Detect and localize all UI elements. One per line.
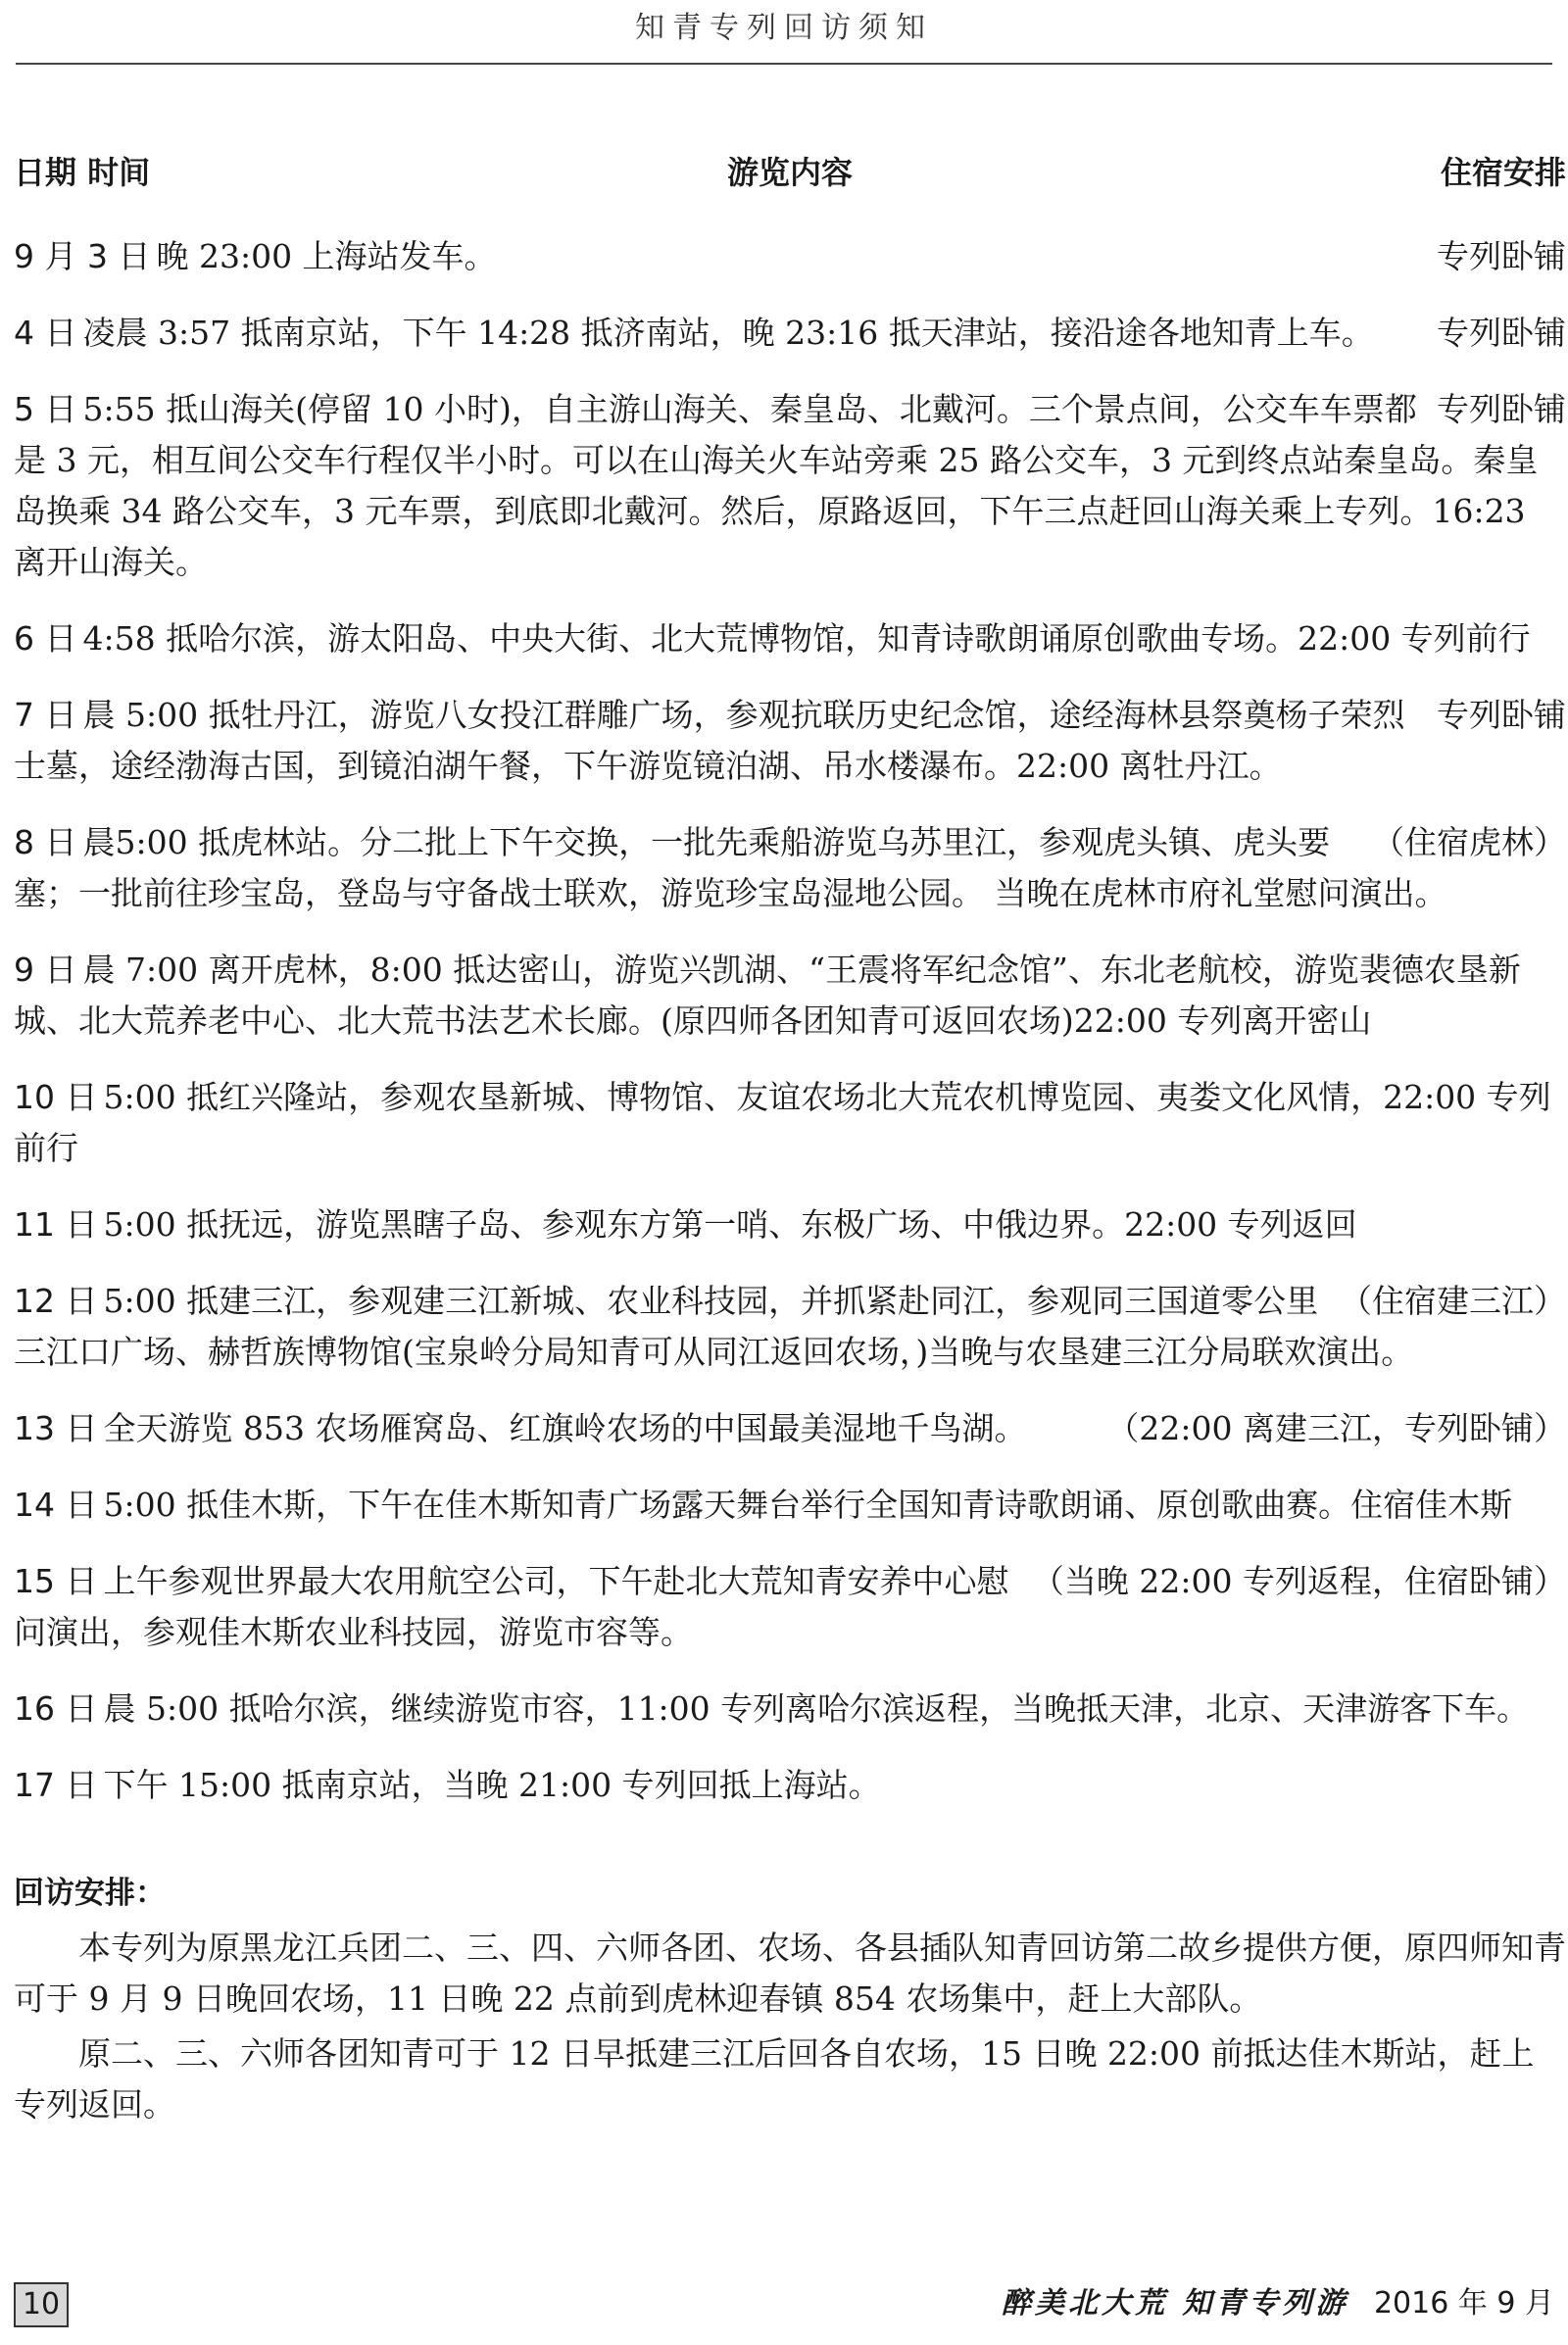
itinerary-list [14, 231, 1566, 1811]
header-divider [16, 63, 1552, 65]
entry-day: 5 日 [14, 390, 77, 428]
entry-text: 凌晨 3:57 抵南京站，下午 14:28 抵济南站，晚 23:16 抵天津站，接沿途各地知青上车。 [82, 314, 1374, 352]
entry-lodging: （住宿虎林） [1372, 823, 1566, 861]
column-lodging: 住宿安排 [1440, 154, 1566, 191]
itinerary-entry [14, 817, 1566, 919]
entry-text: 晚 23:00 上海站发车。 [156, 237, 497, 275]
entry-text: 下午 15:00 抵南京站，当晚 21:00 专列回抵上海站。 [103, 1766, 881, 1804]
entry-day: 10 日 [14, 1078, 98, 1116]
entry-text: 晨 5:00 抵哈尔滨，继续游览市容，11:00 专列离哈尔滨返程，当晚抵天津，北京、天津游客下车。 [103, 1689, 1530, 1728]
entry-text: 5:00 抵抚远，游览黑瞎子岛、参观东方第一哨、东极广场、中俄边界。22:00 专列返回 [103, 1205, 1357, 1244]
magazine-title: 醉美北大荒 知青专列游 [1001, 2286, 1349, 2321]
itinerary-entry [14, 308, 1566, 359]
itinerary-entry [14, 613, 1566, 664]
itinerary-entry [14, 231, 1566, 282]
itinerary-entry [14, 1276, 1566, 1378]
entry-text: 晨5:00 抵虎林站。分二批上下午交换，一批先乘船游览乌苏里江，参观虎头镇、虎头要塞；一批前往珍宝岛，登岛与守备战士联欢，游览珍宝岛湿地公园。 当晚在虎林市府礼堂慰问演出。 [14, 823, 1447, 912]
entry-day: 14 日 [14, 1486, 98, 1524]
entry-text: 5:55 抵山海关(停留 10 小时)，自主游山海关、秦皇岛、北戴河。三个景点间，公交车车票都是 3 元，相互间公交车行程仅半小时。可以在山海关火车站旁乘 25 路公交车，3 元到终点站秦皇岛。秦皇岛换乘 34 路公交车，3 元车票，到底即北戴河。然后，原路返回，下午三点赶回山海关乘上专列。16:23 离开山海关。 [14, 390, 1539, 581]
itinerary-entry [14, 1403, 1566, 1454]
entry-day: 12 日 [14, 1282, 98, 1320]
visit-arrangement-body [14, 1923, 1566, 2130]
entry-text: 全天游览 853 农场雁窝岛、红旗岭农场的中国最美湿地千鸟湖。 [103, 1409, 1027, 1447]
entry-day: 16 日 [14, 1689, 98, 1728]
entry-day: 11 日 [14, 1205, 98, 1244]
itinerary-entry [14, 1072, 1566, 1174]
issue-date: 2016 年 9 月 [1373, 2286, 1554, 2321]
entry-day: 15 日 [14, 1562, 98, 1600]
entry-lodging: （22:00 离建三江，专列卧铺） [1106, 1409, 1566, 1447]
itinerary-entry [14, 1556, 1566, 1658]
itinerary-entry [14, 690, 1566, 792]
visit-paragraph: 原二、三、六师各团知青可于 12 日早抵建三江后回各自农场，15 日晚 22:00 前抵达佳木斯站，赶上专列返回。 [14, 2034, 1535, 2124]
entry-lodging: （当晚 22:00 专列返程，住宿卧铺） [1031, 1562, 1566, 1600]
entry-day: 13 日 [14, 1409, 98, 1447]
page-footer [14, 2282, 1554, 2325]
itinerary-entry [14, 1480, 1566, 1531]
page-header: 知青专列回访须知 [635, 11, 933, 45]
entry-text: 晨 5:00 抵牡丹江，游览八女投江群雕广场，参观抗联历史纪念馆，途经海林县祭奠杨子荣烈士墓，途经渤海古国，到镜泊湖午餐，下午游览镜泊湖、吊水楼瀑布。22:00 离牡丹江。 [14, 696, 1405, 785]
itinerary-entry [14, 945, 1566, 1047]
itinerary-entry [14, 384, 1566, 588]
entry-lodging: （住宿建三江） [1340, 1282, 1566, 1320]
entry-text: 上午参观世界最大农用航空公司，下午赴北大荒知青安养中心慰问演出，参观佳木斯农业科技园，游览市容等。 [14, 1562, 1009, 1651]
column-headers [14, 147, 1566, 206]
entry-day: 9 日 [14, 951, 77, 989]
entry-text: 5:00 抵建三江，参观建三江新城、农业科技园，并抓紧赴同江，参观同三国道零公里三江口广场、赫哲族博物馆(宝泉岭分局知青可从同江返回农场，)当晚与农垦建三江分局联欢演出。 [14, 1282, 1414, 1371]
column-content: 游览内容 [726, 154, 853, 191]
column-date-time: 日期 时间 [14, 154, 151, 191]
entry-lodging: 专列卧铺 [1437, 314, 1566, 352]
entry-text: 4:58 抵哈尔滨，游太阳岛、中央大街、北大荒博物馆，知青诗歌朗诵原创歌曲专场。22:00 专列前行 [82, 619, 1531, 658]
entry-lodging: 专列卧铺 [1437, 390, 1566, 428]
visit-arrangement-title: 回访安排： [14, 1876, 166, 1911]
footer-imprint [1002, 2282, 1554, 2325]
entry-text: 5:00 抵佳木斯，下午在佳木斯知青广场露天舞台举行全国知青诗歌朗诵、原创歌曲赛。住宿佳木斯 [103, 1486, 1513, 1524]
entry-text: 晨 7:00 离开虎林，8:00 抵达密山，游览兴凯湖、“王震将军纪念馆”、东北老航校，游览裴德农垦新城、北大荒养老中心、北大荒书法艺术长廊。(原四师各团知青可返回农场)22:00 专列离开密山 [14, 951, 1521, 1040]
entry-day: 6 日 [14, 619, 77, 658]
itinerary-entry [14, 1199, 1566, 1250]
entry-day: 7 日 [14, 696, 77, 734]
page-number: 10 [14, 2282, 69, 2327]
entry-day: 9 月 3 日 [14, 237, 151, 275]
itinerary-content [14, 147, 1566, 2130]
entry-day: 8 日 [14, 823, 77, 861]
visit-paragraph: 本专列为原黑龙江兵团二、三、四、六师各团、农场、各县插队知青回访第二故乡提供方便，原四师知青可于 9 月 9 日晚回农场，11 日晚 22 点前到虎林迎春镇 854 农场集中，赶上大部队。 [14, 1929, 1566, 2018]
itinerary-entry [14, 1760, 1566, 1811]
entry-day: 17 日 [14, 1766, 98, 1804]
itinerary-entry [14, 1684, 1566, 1734]
entry-lodging: 专列卧铺 [1437, 696, 1566, 734]
entry-text: 5:00 抵红兴隆站，参观农垦新城、博物馆、友谊农场北大荒农机博览园、夷娄文化风情，22:00 专列前行 [14, 1078, 1551, 1167]
entry-day: 4 日 [14, 314, 77, 352]
entry-lodging: 专列卧铺 [1437, 237, 1566, 275]
